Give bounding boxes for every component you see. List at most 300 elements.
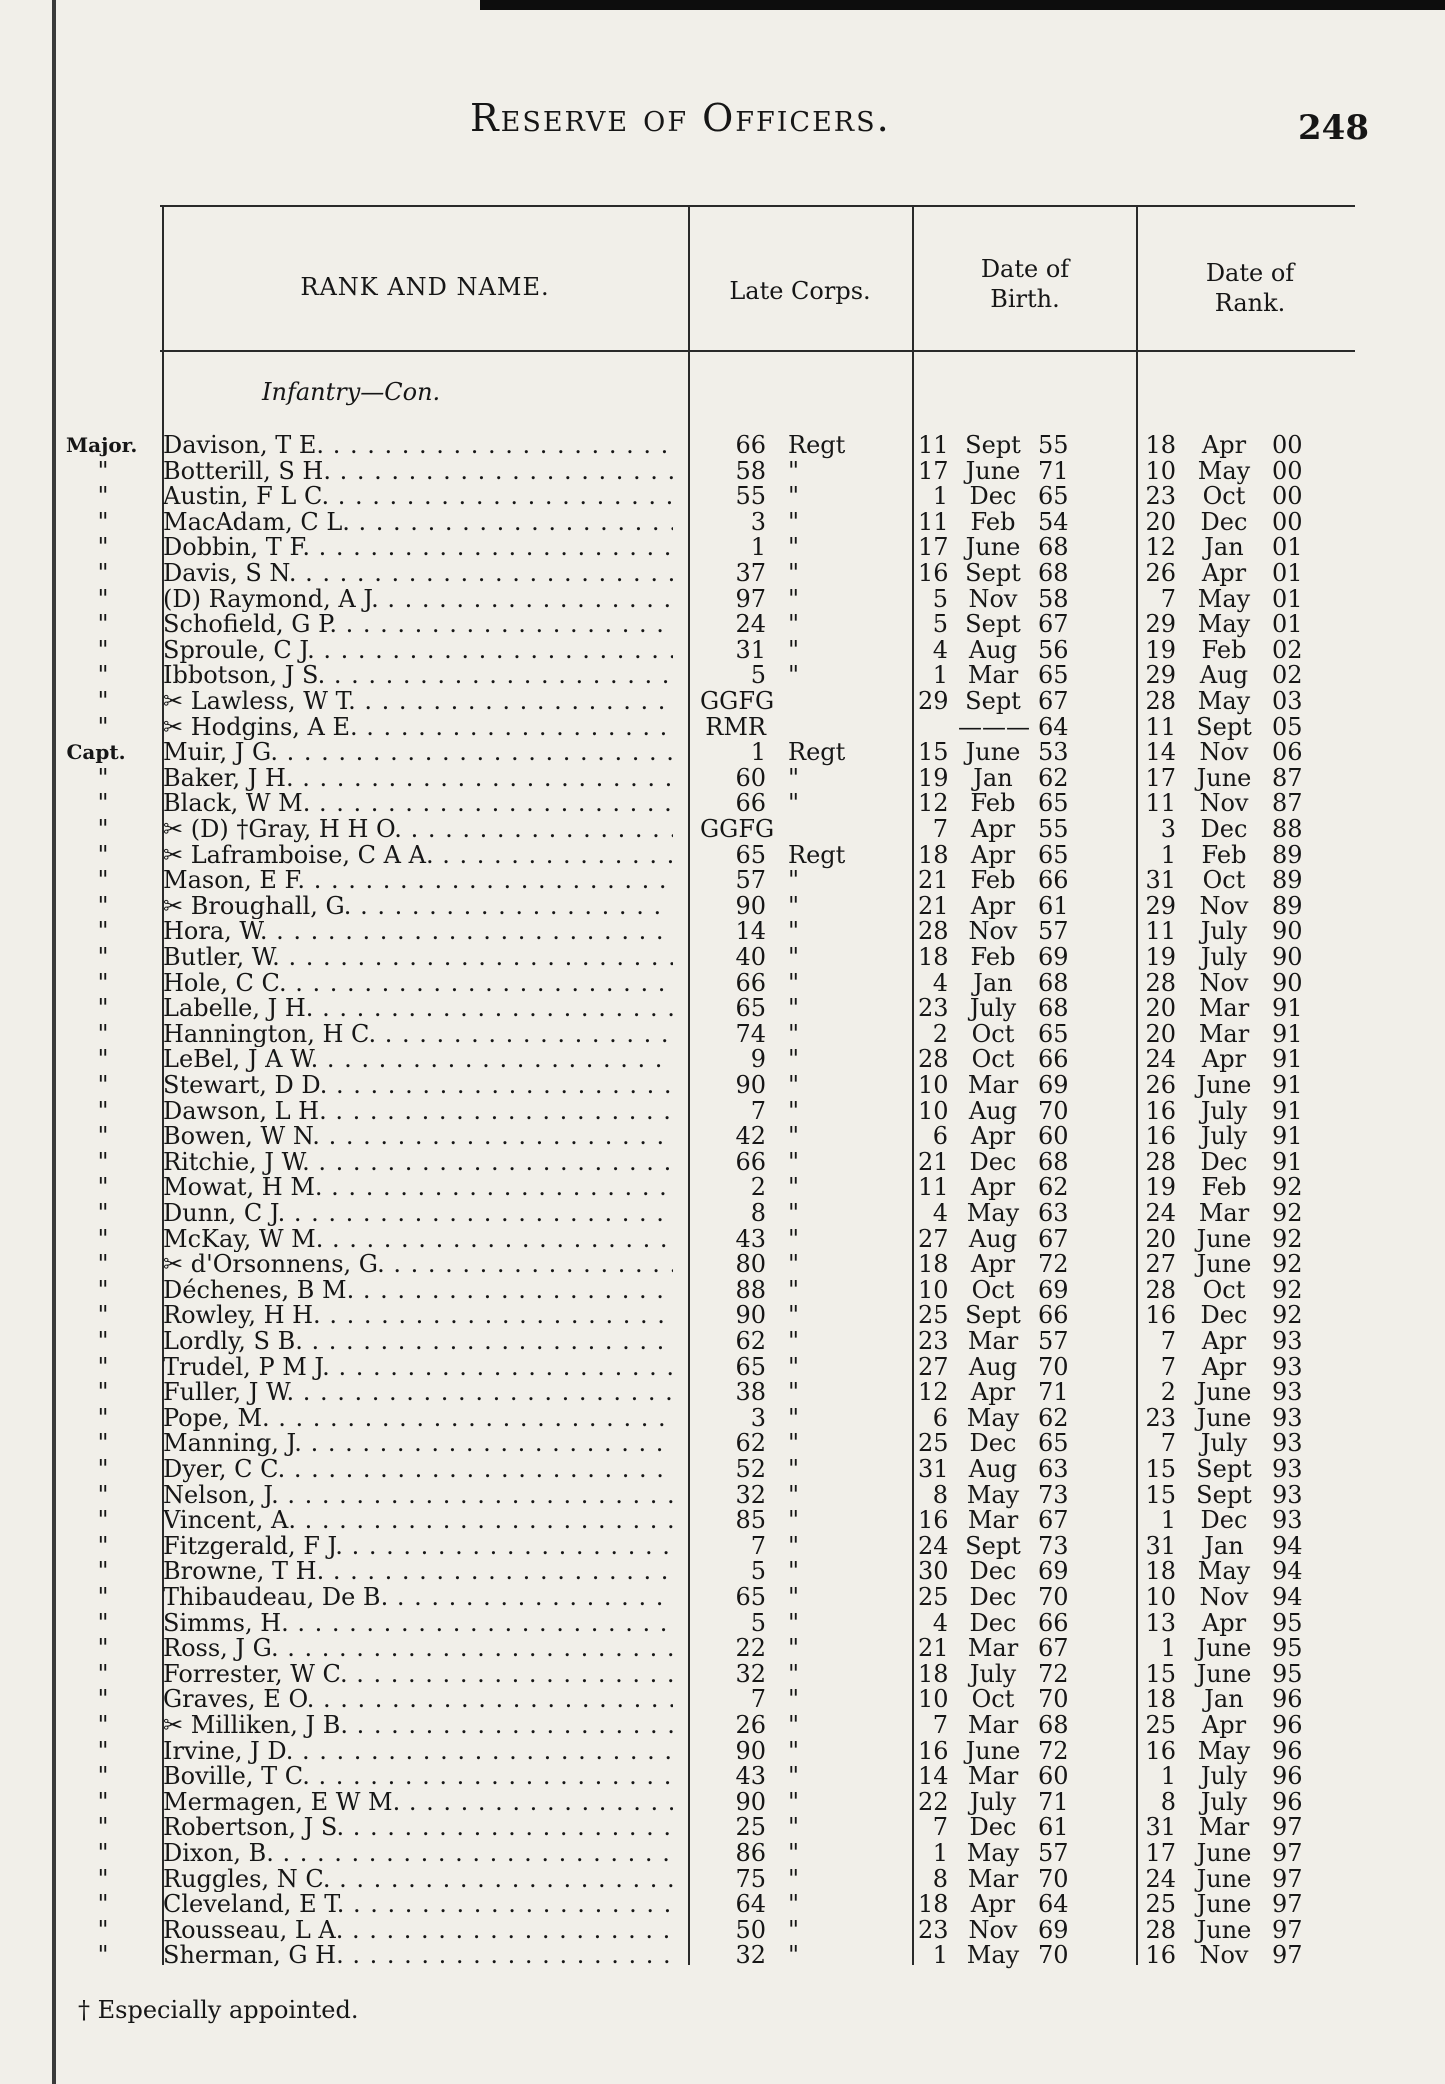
rank-month: Sept: [1196, 1480, 1252, 1509]
late-corps-suffix: ": [788, 610, 800, 639]
rank-month: Jan: [1204, 1685, 1244, 1714]
late-corps-number: 43: [735, 1224, 766, 1253]
rank-year: 01: [1272, 584, 1303, 613]
birth-day: 5: [932, 610, 948, 639]
table-row: [0, 584, 1445, 613]
late-corps-number: 5: [750, 661, 766, 690]
rank-year: 01: [1272, 559, 1303, 587]
table-row: [0, 1787, 1445, 1816]
late-corps-suffix: ": [788, 1864, 800, 1893]
rank-day: 25: [1145, 1890, 1176, 1919]
rank-mark: ": [97, 1941, 109, 1970]
rank-year: 90: [1272, 943, 1303, 971]
birth-month: Apr: [970, 1378, 1016, 1407]
late-corps-number: 5: [750, 1608, 766, 1637]
late-corps-number: 86: [735, 1839, 766, 1867]
rank-day: 13: [1145, 1608, 1176, 1637]
birth-day: 29: [918, 687, 949, 715]
rank-day: 20: [1145, 1224, 1176, 1253]
rank-year: 96: [1272, 1711, 1303, 1739]
late-corps-suffix: ": [788, 584, 800, 613]
rank-year: 88: [1272, 815, 1303, 843]
rank-mark: ": [97, 1915, 109, 1944]
rank-month: May: [1197, 687, 1251, 715]
late-corps-suffix: ": [788, 559, 800, 587]
rank-year: 87: [1272, 789, 1303, 818]
birth-month: Aug: [968, 1096, 1018, 1125]
rank-mark: ": [97, 1890, 109, 1919]
birth-month: July: [969, 994, 1017, 1023]
birth-day: 2: [932, 1019, 948, 1048]
rank-month: June: [1196, 1864, 1252, 1893]
rank-mark: ": [97, 1634, 109, 1663]
birth-day: 8: [932, 1864, 948, 1893]
birth-day: 25: [918, 1301, 949, 1330]
officer-name: Manning, J. . . .: [163, 1431, 673, 1457]
birth-month: Dec: [969, 1557, 1017, 1586]
table-row: [0, 1764, 1445, 1790]
officer-name: Sherman, G H. . . .: [163, 1943, 673, 1969]
birth-year: 67: [1038, 1506, 1069, 1535]
table-row: [0, 1713, 1445, 1739]
late-corps-suffix: ": [788, 968, 800, 997]
late-corps-number: 55: [735, 482, 766, 511]
rank-month: July: [1200, 1122, 1248, 1151]
birth-day: 1: [932, 661, 948, 690]
birth-year: 62: [1038, 1403, 1069, 1432]
rank-mark: ": [97, 635, 109, 664]
rank-mark: ": [97, 1583, 109, 1611]
birth-year: 71: [1038, 1378, 1069, 1407]
officer-name: MacAdam, C L. . . .: [163, 510, 673, 536]
birth-day: 11: [918, 431, 949, 459]
rank-year: 92: [1272, 1275, 1303, 1304]
birth-day: 4: [932, 635, 948, 664]
birth-month: Sept: [965, 431, 1021, 459]
rank-day: 16: [1145, 1301, 1176, 1330]
late-corps-number: 7: [750, 1685, 766, 1714]
officer-name: ✂ (D) †Gray, H H O. . . .: [163, 817, 673, 843]
officer-name: Dawson, L H. . . .: [163, 1099, 673, 1125]
rank-year: 91: [1272, 1019, 1303, 1048]
officer-name: ✂ Broughall, G. . . .: [163, 894, 673, 920]
late-corps-number: 32: [735, 1659, 766, 1688]
rank-day: 31: [1145, 1813, 1176, 1842]
birth-month: Apr: [970, 1122, 1016, 1151]
rank-year: 93: [1272, 1480, 1303, 1509]
rank-month: May: [1197, 1736, 1251, 1765]
birth-day: 10: [918, 1071, 949, 1099]
rank-year: 91: [1272, 1122, 1303, 1151]
late-corps-number: 26: [735, 1711, 766, 1739]
rank-month: Nov: [1199, 738, 1249, 767]
rank-year: 89: [1272, 840, 1303, 869]
rank-mark: ": [97, 917, 109, 946]
late-corps-number: 8: [750, 1199, 766, 1227]
rank-mark: ": [97, 1327, 109, 1355]
late-corps-number: 90: [735, 1787, 766, 1816]
officer-name: Hannington, H C. . . .: [163, 1022, 673, 1048]
rank-day: 24: [1145, 1199, 1176, 1227]
birth-month: Oct: [971, 1685, 1015, 1714]
rank-year: 93: [1272, 1455, 1303, 1483]
table-row: [0, 1224, 1445, 1253]
birth-month: Aug: [968, 1455, 1018, 1483]
officer-name: Baker, J H. . . .: [163, 766, 673, 792]
table-row: [0, 1736, 1445, 1765]
rank-mark: ": [97, 1557, 109, 1586]
officer-name: Labelle, J H. . . .: [163, 996, 673, 1022]
officer-name: Ritchie, J W. . . .: [163, 1150, 673, 1176]
late-corps-number: 66: [735, 968, 766, 997]
officer-name: ✂ Milliken, J B. . . .: [163, 1713, 673, 1739]
birth-year: 70: [1038, 1583, 1069, 1611]
birth-month: Mar: [967, 1071, 1019, 1099]
officer-name: Stewart, D D. . . .: [163, 1073, 673, 1099]
birth-month: Mar: [967, 661, 1019, 690]
table-row: [0, 1403, 1445, 1432]
birth-month: Dec: [969, 1429, 1017, 1458]
birth-day: 23: [918, 994, 949, 1023]
birth-day: 19: [918, 763, 949, 792]
rank-month: Mar: [1198, 1199, 1250, 1227]
table-row: [0, 891, 1445, 920]
rank-mark: ": [97, 1199, 109, 1227]
birth-year: 69: [1038, 1071, 1069, 1099]
birth-month: Oct: [971, 1045, 1015, 1074]
late-corps-number: 2: [750, 1173, 766, 1202]
rank-mark: ": [97, 891, 109, 920]
rank-day: 11: [1145, 789, 1176, 818]
table-row: [0, 689, 1445, 715]
late-corps-suffix: ": [788, 1685, 800, 1714]
rank-mark: ": [97, 1250, 109, 1279]
rank-year: 91: [1272, 1071, 1303, 1099]
birth-year: 57: [1038, 917, 1069, 946]
birth-day: 4: [932, 968, 948, 997]
officer-name: Butler, W. . . .: [163, 945, 673, 971]
late-corps-number: 64: [735, 1890, 766, 1919]
header-top-rule: [160, 205, 1355, 207]
birth-year: 68: [1038, 559, 1069, 587]
late-corps-number: 52: [735, 1455, 766, 1483]
rank-day: 17: [1145, 1839, 1176, 1867]
officer-name: Dobbin, T F. . . .: [163, 535, 673, 561]
rank-mark: ": [97, 1787, 109, 1816]
rank-year: 91: [1272, 994, 1303, 1023]
officer-name: ✂ Laframboise, C A A. . . .: [163, 843, 673, 869]
late-corps-number: 58: [735, 456, 766, 485]
rank-day: 18: [1145, 1685, 1176, 1714]
late-corps-suffix: ": [788, 1711, 800, 1739]
rank-year: 94: [1272, 1531, 1303, 1560]
rank-mark: ": [97, 533, 109, 562]
table-row: [0, 712, 1445, 741]
late-corps-number: 88: [735, 1275, 766, 1304]
late-corps-number: 62: [735, 1327, 766, 1355]
birth-day: 4: [932, 1608, 948, 1637]
table-row: [0, 945, 1445, 971]
rank-mark: ": [97, 1019, 109, 1048]
late-corps-suffix: ": [788, 1147, 800, 1176]
rank-month: May: [1197, 456, 1251, 485]
rank-year: 95: [1272, 1659, 1303, 1688]
rank-month: Dec: [1200, 1506, 1248, 1535]
table-row: [0, 1457, 1445, 1483]
rank-mark: ": [97, 866, 109, 895]
rank-year: 01: [1272, 610, 1303, 639]
late-corps-number: 31: [735, 635, 766, 664]
late-corps-suffix: ": [788, 1480, 800, 1509]
rank-year: 93: [1272, 1429, 1303, 1458]
birth-month: May: [966, 1480, 1020, 1509]
rank-day: 16: [1145, 1736, 1176, 1765]
rank-day: 7: [1160, 1429, 1176, 1458]
birth-day: 4: [932, 1199, 948, 1227]
late-corps-suffix: ": [788, 456, 800, 485]
birth-month: Dec: [969, 482, 1017, 511]
officer-name: Hora, W. . . .: [163, 919, 673, 945]
late-corps-number: 75: [735, 1864, 766, 1893]
officer-name: Vincent, A. . . .: [163, 1508, 673, 1534]
table-row: [0, 433, 1445, 459]
rank-day: 28: [1145, 968, 1176, 997]
table-row: [0, 456, 1445, 485]
rank-year: 97: [1272, 1864, 1303, 1893]
table-row: [0, 535, 1445, 561]
rank-mark: ": [97, 1122, 109, 1151]
late-corps-number: GGFG: [700, 687, 775, 715]
birth-year: 65: [1038, 482, 1069, 511]
rank-year: 94: [1272, 1557, 1303, 1586]
rank-month: Jan: [1204, 1531, 1244, 1560]
late-corps-number: 7: [750, 1096, 766, 1125]
officer-name: Irvine, J D. . . .: [163, 1739, 673, 1765]
officer-name: Austin, F L C. . . .: [163, 484, 673, 510]
officer-name: Trudel, P M J. . . .: [163, 1355, 673, 1381]
birth-month: Apr: [970, 1250, 1016, 1279]
late-corps-suffix: ": [788, 1275, 800, 1304]
birth-month: Nov: [968, 1915, 1018, 1944]
table-row: [0, 635, 1445, 664]
birth-day: 7: [932, 1813, 948, 1842]
birth-month: Mar: [967, 1327, 1019, 1355]
late-corps-number: 7: [750, 1531, 766, 1560]
birth-day: 14: [918, 1762, 949, 1791]
rank-year: 96: [1272, 1736, 1303, 1765]
birth-year: 67: [1038, 687, 1069, 715]
birth-year: 60: [1038, 1122, 1069, 1151]
birth-month: Sept: [965, 610, 1021, 639]
birth-month: Aug: [968, 1352, 1018, 1381]
birth-year: 65: [1038, 1429, 1069, 1458]
rank-day: 15: [1145, 1480, 1176, 1509]
birth-year: 57: [1038, 1327, 1069, 1355]
rank-year: 05: [1272, 712, 1303, 741]
birth-year: 66: [1038, 1608, 1069, 1637]
table-row: [0, 507, 1445, 536]
table-row: [0, 1480, 1445, 1509]
late-corps-suffix: ": [788, 1762, 800, 1791]
table-row: [0, 763, 1445, 792]
rank-month: June: [1196, 1634, 1252, 1663]
table-row: [0, 996, 1445, 1022]
birth-month: Nov: [968, 584, 1018, 613]
rank-mark: ": [97, 687, 109, 715]
table-row: [0, 1275, 1445, 1304]
late-corps-suffix: ": [788, 1173, 800, 1202]
late-corps-number: 37: [735, 559, 766, 587]
birth-year: 64: [1038, 712, 1069, 741]
late-corps-suffix: ": [788, 482, 800, 511]
rank-mark: ": [97, 1173, 109, 1202]
table-row: [0, 1608, 1445, 1637]
late-corps-suffix: ": [788, 1071, 800, 1099]
rank-year: 95: [1272, 1608, 1303, 1637]
officer-name: Schofield, G P. . . .: [163, 612, 673, 638]
table-row: [0, 740, 1445, 766]
rank-month: Oct: [1202, 482, 1246, 511]
birth-day: 27: [918, 1224, 949, 1253]
late-corps-suffix: ": [788, 994, 800, 1023]
rank-day: 14: [1145, 738, 1176, 767]
rank-mark: ": [97, 1378, 109, 1407]
birth-year: 72: [1038, 1659, 1069, 1688]
birth-year: 54: [1038, 507, 1069, 536]
birth-year: 56: [1038, 635, 1069, 664]
birth-month: Oct: [971, 1275, 1015, 1304]
rank-day: 28: [1145, 1915, 1176, 1944]
birth-month: June: [965, 738, 1021, 767]
officer-name: ✂ Hodgins, A E. . . .: [163, 715, 673, 741]
birth-month: Dec: [969, 1583, 1017, 1611]
table-row: [0, 1352, 1445, 1381]
officer-name: Simms, H. . . .: [163, 1611, 673, 1637]
rank-month: Nov: [1199, 1941, 1249, 1970]
late-corps-suffix: ": [788, 789, 800, 818]
rank-month: Nov: [1199, 891, 1249, 920]
rank-day: 11: [1145, 917, 1176, 946]
late-corps-number: 43: [735, 1762, 766, 1791]
rank-month: Feb: [1201, 840, 1247, 869]
officer-name: Thibaudeau, De B. . . .: [163, 1585, 673, 1611]
rank-year: 92: [1272, 1199, 1303, 1227]
page-top-edge: [480, 0, 1445, 10]
rank-year: 03: [1272, 687, 1303, 715]
rank-month: July: [1200, 1787, 1248, 1816]
birth-day: 11: [918, 1173, 949, 1202]
rank-month: Oct: [1202, 1275, 1246, 1304]
officer-name: Rowley, H H. . . .: [163, 1303, 673, 1329]
rank-mark: ": [97, 1608, 109, 1637]
late-corps-suffix: ": [788, 1019, 800, 1048]
birth-year: 68: [1038, 994, 1069, 1023]
late-corps-number: 62: [735, 1429, 766, 1458]
late-corps-suffix: ": [788, 1557, 800, 1586]
rank-month: June: [1196, 1890, 1252, 1919]
rank-mark: ": [97, 994, 109, 1023]
late-corps-suffix: ": [788, 943, 800, 971]
late-corps-suffix: ": [788, 891, 800, 920]
birth-year: 68: [1038, 1147, 1069, 1176]
birth-day: 23: [918, 1327, 949, 1355]
rank-month: Sept: [1196, 712, 1252, 741]
birth-month: Nov: [968, 917, 1018, 946]
rank-mark: ": [97, 763, 109, 792]
rank-month: June: [1196, 1839, 1252, 1867]
rank-day: 18: [1145, 431, 1176, 459]
rank-mark: ": [97, 1224, 109, 1253]
late-corps-number: RMR: [705, 712, 766, 741]
rank-day: 29: [1145, 891, 1176, 920]
rank-month: Feb: [1201, 635, 1247, 664]
rank-day: 16: [1145, 1122, 1176, 1151]
birth-year: 70: [1038, 1096, 1069, 1125]
table-row: [0, 840, 1445, 869]
birth-year: 70: [1038, 1864, 1069, 1893]
rank-month: Nov: [1199, 968, 1249, 997]
rank-day: 20: [1145, 1019, 1176, 1048]
rank-day: 19: [1145, 635, 1176, 664]
birth-day: 8: [932, 1480, 948, 1509]
rank-month: Apr: [1201, 431, 1247, 459]
rank-mark: ": [97, 943, 109, 971]
late-corps-suffix: ": [788, 1787, 800, 1816]
late-corps-suffix: ": [788, 1403, 800, 1432]
table-row: [0, 968, 1445, 997]
rank-mark: ": [97, 1275, 109, 1304]
rank-month: July: [1200, 917, 1248, 946]
rank-day: 12: [1145, 533, 1176, 562]
late-corps-number: 60: [735, 763, 766, 792]
late-corps-number: 90: [735, 1736, 766, 1765]
birth-day: 1: [932, 482, 948, 511]
rank-day: 23: [1145, 482, 1176, 511]
rank-year: 00: [1272, 431, 1303, 459]
birth-day: 12: [918, 1378, 949, 1407]
rank-month: May: [1197, 584, 1251, 613]
rank-year: 90: [1272, 968, 1303, 997]
officer-name: ✂ Lawless, W T. . . .: [163, 689, 673, 715]
officer-name: Ross, J G. . . .: [163, 1636, 673, 1662]
birth-month: Feb: [970, 507, 1016, 536]
birth-day: 10: [918, 1096, 949, 1125]
rank-day: 17: [1145, 763, 1176, 792]
rank-mark: ": [97, 840, 109, 869]
late-corps-number: 50: [735, 1915, 766, 1944]
rank-month: Dec: [1200, 815, 1248, 843]
late-corps-suffix: ": [788, 533, 800, 562]
birth-month: Dec: [969, 1813, 1017, 1842]
rank-year: 93: [1272, 1352, 1303, 1381]
birth-day: 31: [918, 1455, 949, 1483]
birth-month: ———: [958, 712, 1030, 741]
rank-month: Mar: [1198, 1813, 1250, 1842]
officer-name: McKay, W M. . . .: [163, 1227, 673, 1253]
officer-name: Hole, C C. . . .: [163, 971, 673, 997]
birth-month: Apr: [970, 1173, 1016, 1202]
officer-name: Mowat, H M. . . .: [163, 1175, 673, 1201]
birth-year: 72: [1038, 1250, 1069, 1279]
late-corps-suffix: ": [788, 1915, 800, 1944]
rank-day: 1: [1160, 1634, 1176, 1663]
late-corps-number: 66: [735, 431, 766, 459]
birth-year: 55: [1038, 815, 1069, 843]
rank-day: 10: [1145, 1583, 1176, 1611]
birth-year: 69: [1038, 1915, 1069, 1944]
rank-month: Dec: [1200, 507, 1248, 536]
rank-day: 27: [1145, 1250, 1176, 1279]
